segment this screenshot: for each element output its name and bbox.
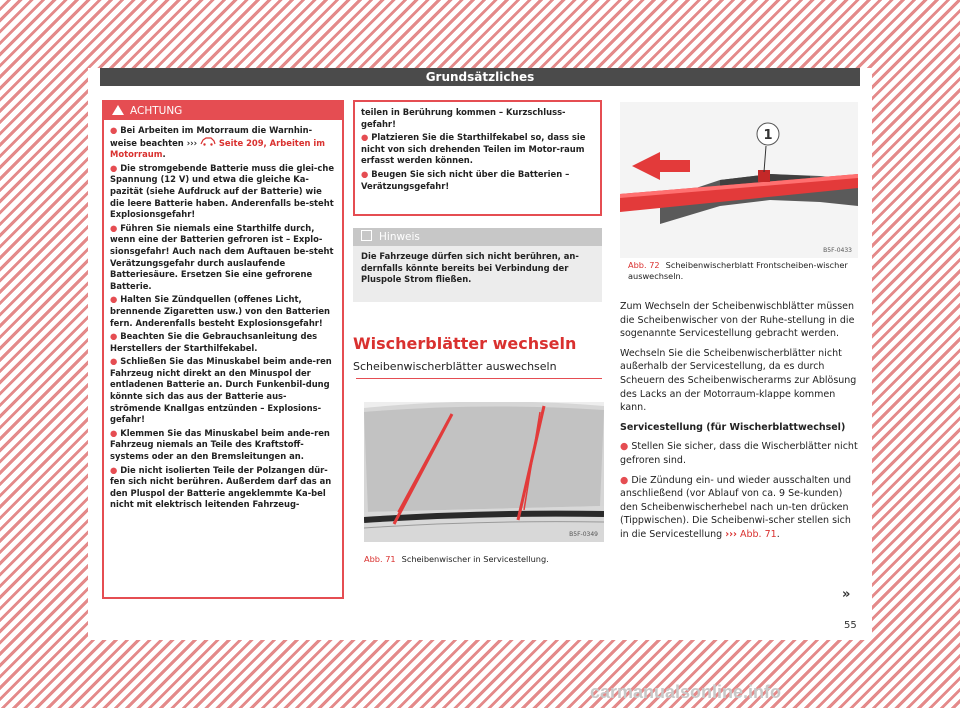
figure-code: B5F-0349 [569,531,598,538]
manual-page [88,68,872,640]
bullet-icon: ● [110,222,118,233]
body-text [620,300,860,548]
warning-item: ● Die nicht isolierten Teile der Polzangen dür-fen sich nicht berühren. Außerdem darf das an den Pluspol der Batterie angeklemmte Ka-bel nicht mit elektrisch leitenden Fahrzeug- [110,464,332,510]
page-number: 55 [844,620,857,631]
warning-item: ● Führen Sie niemals eine Starthilfe durch, wenn eine der Batterien gefroren ist – Explo-sionsgefahr! Auch nach dem Auftauen be-steht Verätzungsgefahr durch auslaufende Batteriesäure. Ersetzen Sie eine gefrorene Batterie. [110,222,334,291]
bullet-icon: ● [110,162,118,173]
warning-item: ● Halten Sie Zündquellen (offenes Licht, brennende Zigaretten usw.) von den Batterien fern. Anderenfalls besteht Explosionsgefahr! [110,294,331,328]
page-link[interactable]: Seite 209, Arbeiten im Motorraum [110,137,325,160]
bullet-icon: ● [110,356,118,367]
warning-item: ● Die stromgebende Batterie muss die glei-che Spannung (12 V) und etwa die gleiche Ka-pazität (siehe Aufdruck auf der Batterie) wie die leere Batterie haben. Anderenfalls be-steht Explosionsgefahr! [110,162,335,220]
section-title: Wischerblätter wechseln [353,334,577,353]
list-item: ● Stellen Sie sicher, dass die Wischerblätter nicht gefroren sind. [620,441,858,466]
figure-label: Abb. 71 [364,554,396,564]
bullet-icon: ● [361,168,369,179]
warning-title: ACHTUNG [130,105,183,117]
bullet-icon: ● [110,294,118,305]
warning-item: ● Beugen Sie sich nicht über die Batterien – Verätzungsgefahr! [361,168,570,191]
page-header: Grundsätzliches [100,68,860,86]
figure-code: B5F-0433 [823,247,852,254]
section-subtitle: Scheibenwischerblätter auswechseln [353,360,557,373]
note-header [353,228,602,246]
continue-mark: » [842,587,851,602]
callout-marker: 1 [763,128,773,143]
list-item: ● Die Zündung ein- und wieder ausschalten und anschließend (vor Ablauf von ca. 9 Se-kunden) den Scheibenwischerhebel nach un-ten drücken (Tippwischen). Die Scheibenwi-scher stellen sich in die Servicestellung ››› Abb. 71. [620,474,852,540]
warning-item: ● Beachten Sie die Gebrauchsanleitung des Herstellers der Starthilfekabel. [110,331,318,353]
warning-header [104,102,342,120]
page-ref-arrows: ››› [186,137,198,148]
figure-wiper-service-position [364,402,604,542]
ref-arrows: ››› [725,528,737,540]
figure-label: Abb. 72 [628,260,660,270]
warning-car-icon [200,138,219,148]
warning-item: ● Platzieren Sie die Starthilfekabel so, dass sie nicht von sich drehenden Teilen im Motor-raum erfasst werden können. [361,132,586,166]
figure-wiper-blade-removal [620,102,858,258]
divider [356,378,602,379]
figure-caption: Abb. 71 Scheibenwischer in Servicestellung. [364,554,549,564]
paragraph: Wechseln Sie die Scheibenwischerblätter nicht außerhalb der Servicestellung, da es durch Scheuern des Scheibenwischerarms zur Ablösung des Lacks an der Motorraum-klappe kommen kann. [620,347,857,414]
watermark: carmanualsonline.info [590,682,782,702]
bullet-icon: ● [620,474,629,486]
warning-item: ● Schließen Sie das Minuskabel beim ande-ren Fahrzeug nicht direkt an den Minuspol der entladenen Batterie an. Durch Funkenbil-dung könnte sich das aus der Batterie aus-strömende Knallgas entzünden – Explosions-gefahr! [110,356,332,425]
subheading: Servicestellung (für Wischerblattwechsel) [620,421,846,433]
info-icon [361,230,372,241]
bullet-icon: ● [110,464,118,475]
warning-item: ● Klemmen Sie das Minuskabel beim ande-ren Fahrzeug niemals an Teile des Kraftstoff-systems oder an den Bremsleitungen an. [110,427,330,462]
warning-list [104,120,342,511]
note-title: Hinweis [379,231,420,243]
bullet-icon: ● [110,427,118,438]
warning-item: teilen in Berührung kommen – Kurzschluss-gefahr! [361,107,566,129]
warning-triangle-icon [112,105,124,115]
note-box [353,228,602,302]
bullet-icon: ● [620,441,629,453]
paragraph: Zum Wechseln der Scheibenwischblätter müssen die Scheibenwischer von der Ruhe-stellung in die sogenannte Servicestellung gebracht werden. [620,301,855,340]
figure-caption: Abb. 72 Scheibenwischerblatt Frontscheiben-wischer auswechseln. [628,260,848,281]
warning-box-continued [353,100,602,216]
note-text: Die Fahrzeuge dürfen sich nicht berühren, an-dernfalls könnte bereits bei Verbindung der Pluspole Strom fließen. [361,251,579,285]
bullet-icon: ● [110,331,118,342]
bullet-icon: ● [110,125,118,135]
warning-item: ● Bei Arbeiten im Motorraum die Warnhin-weise beachten ››› Seite 209, Arbeiten im Motorraum. [110,125,325,160]
warning-box [102,100,344,599]
bullet-icon: ● [361,132,369,143]
figure-link[interactable]: Abb. 71 [736,528,777,540]
